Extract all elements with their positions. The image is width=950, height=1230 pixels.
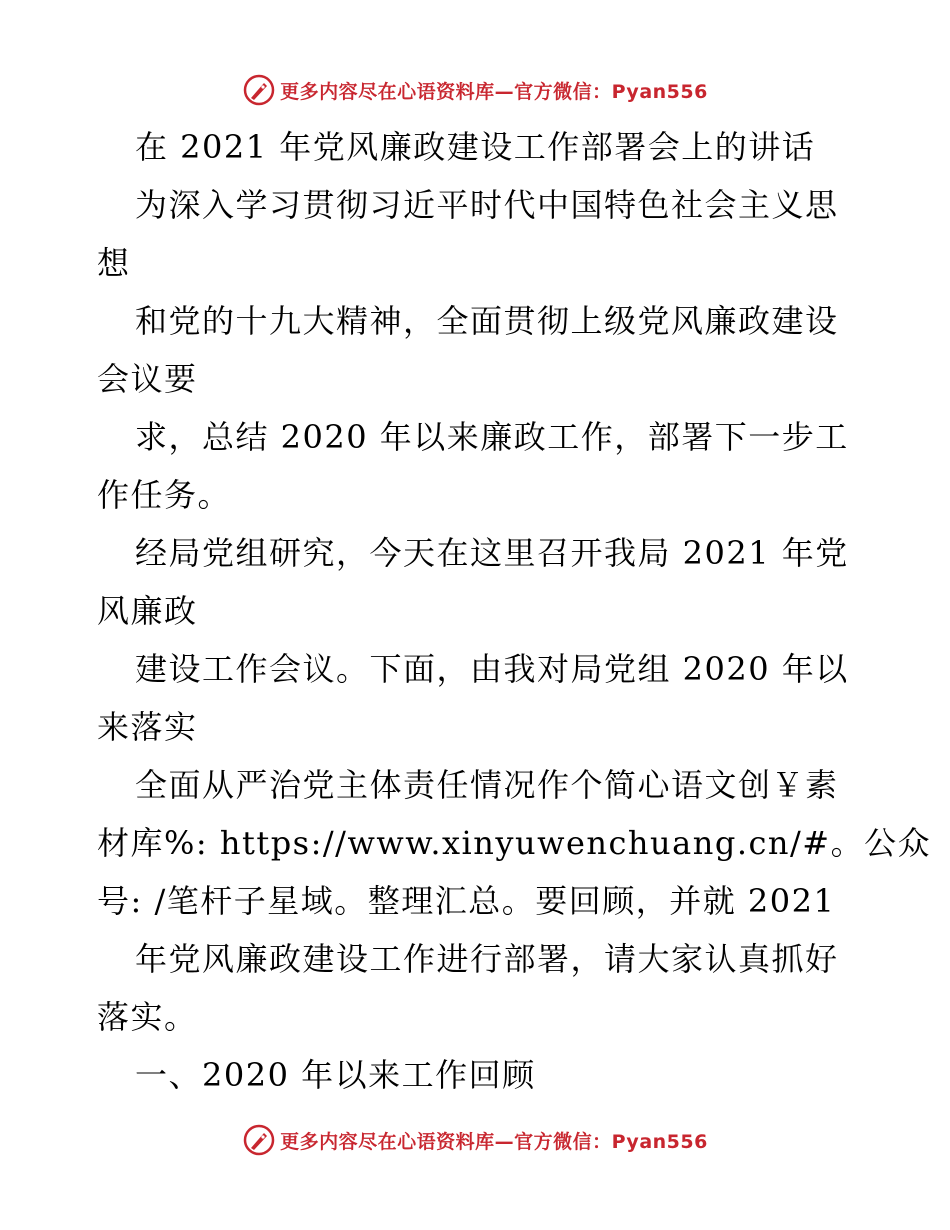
paragraph-line: 建设工作会议。下面，由我对局党组 2020 年以 bbox=[135, 650, 849, 688]
paragraph-line: 想 bbox=[97, 244, 131, 282]
paragraph-line: 会议要 bbox=[97, 360, 198, 398]
document-body bbox=[97, 118, 932, 1104]
paragraph-line: 求，总结 2020 年以来廉政工作，部署下一步工 bbox=[135, 418, 849, 456]
header-banner-text: 更多内容尽在心语资料库—官方微信：Pyan556 bbox=[280, 80, 708, 103]
footer-banner-text: 更多内容尽在心语资料库—官方微信：Pyan556 bbox=[280, 1130, 708, 1153]
document-title: 在 2021 年党风廉政建设工作部署会上的讲话 bbox=[135, 128, 816, 166]
paragraph-line: 号: /笔杆子星域。整理汇总。要回顾，并就 2021 bbox=[97, 882, 836, 920]
paragraph-line: 年党风廉政建设工作进行部署，请大家认真抓好 bbox=[135, 940, 839, 978]
paragraph-line: 和党的十九大精神，全面贯彻上级党风廉政建设 bbox=[135, 302, 839, 340]
paragraph-line: 经局党组研究，今天在这里召开我局 2021 年党 bbox=[135, 534, 849, 572]
pen-nib-seal-icon bbox=[242, 1123, 276, 1157]
paragraph-line: 落实。 bbox=[97, 998, 198, 1036]
paragraph-line: 风廉政 bbox=[97, 592, 198, 630]
pen-nib-seal-icon bbox=[242, 73, 276, 107]
paragraph-line: 来落实 bbox=[97, 708, 198, 746]
paragraph-line: 材库%: https://www.xinyuwenchuang.cn/#。公众 bbox=[97, 824, 932, 862]
header-banner bbox=[0, 70, 950, 110]
paragraph-line: 为深入学习贯彻习近平时代中国特色社会主义思 bbox=[135, 186, 839, 224]
footer-banner bbox=[0, 1120, 950, 1160]
paragraph-line: 作任务。 bbox=[97, 476, 232, 514]
paragraph-line: 全面从严治党主体责任情况作个简心语文创￥素 bbox=[135, 766, 839, 804]
section-heading: 一、2020 年以来工作回顾 bbox=[135, 1056, 536, 1094]
